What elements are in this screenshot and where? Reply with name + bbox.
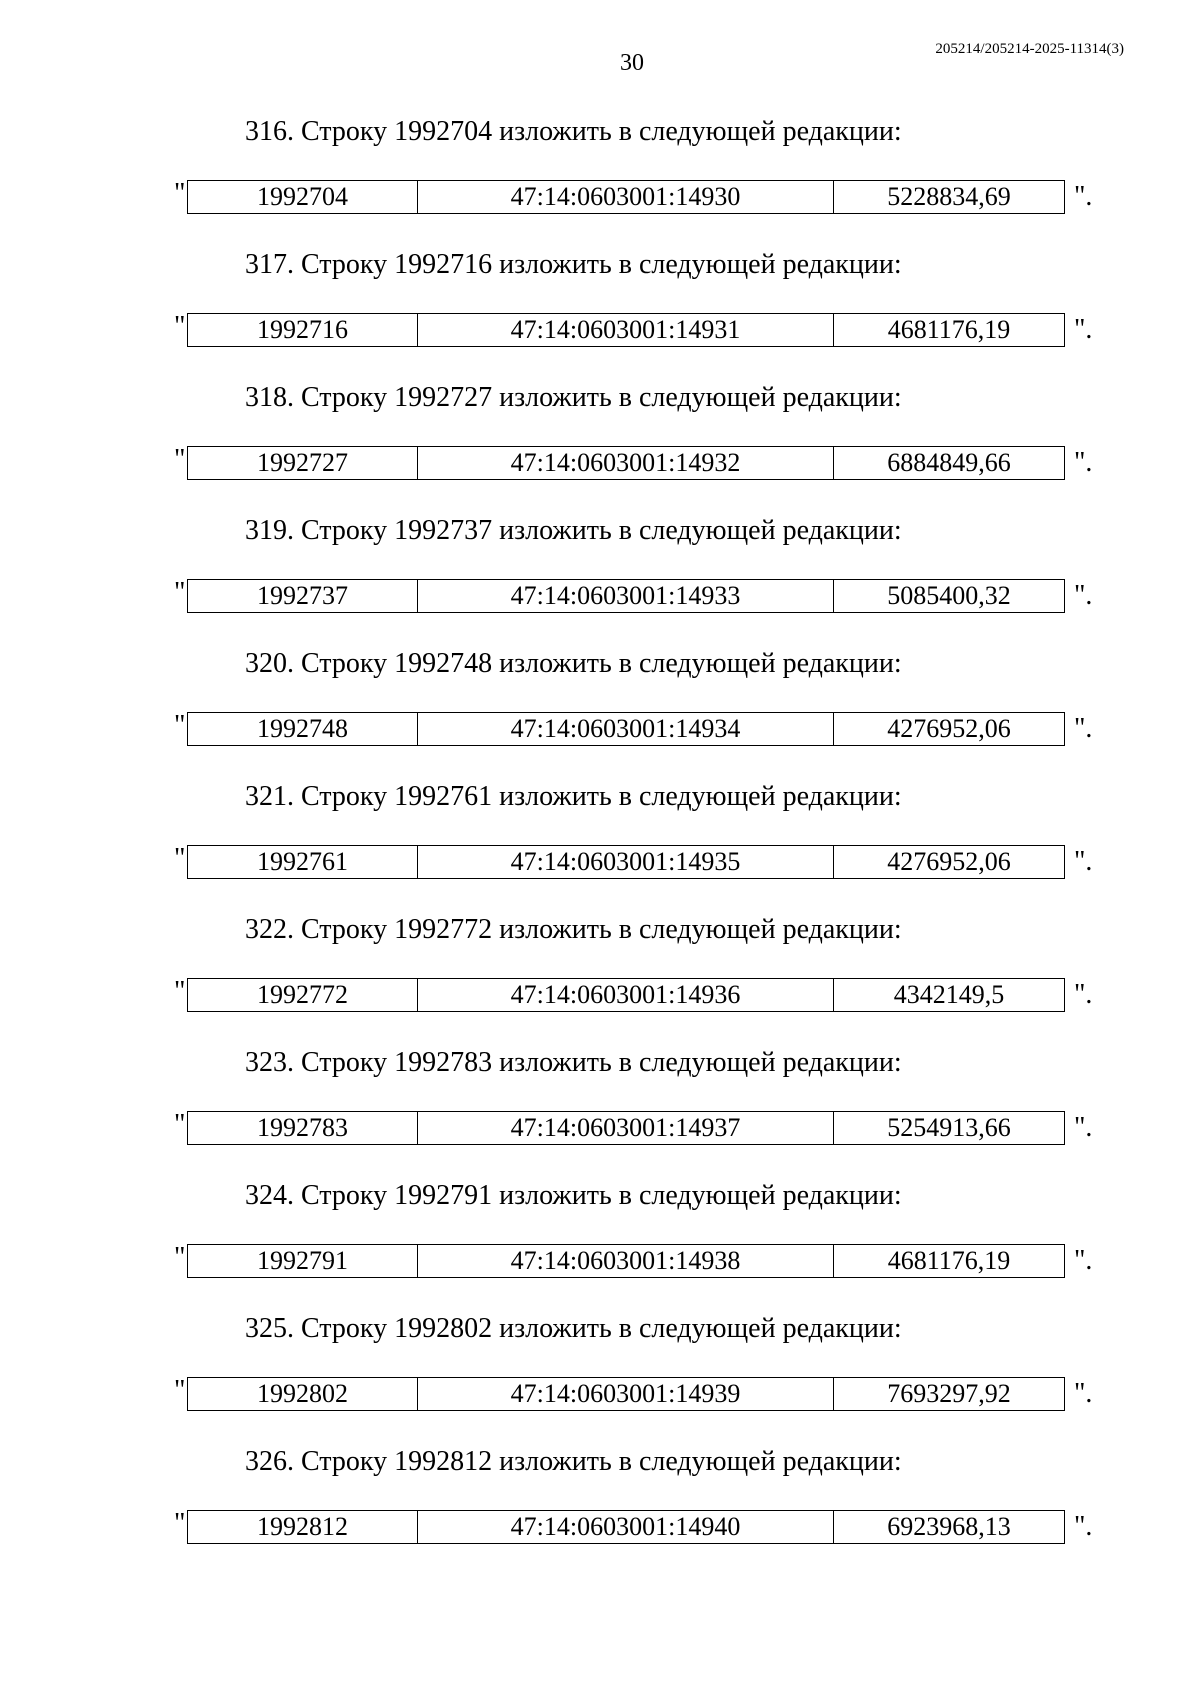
row-table [187,1377,1065,1411]
closing-quote: ". [1074,1511,1093,1542]
opening-quote: " [174,1109,186,1140]
value-cell: 6884849,66 [834,447,1065,480]
opening-quote: " [174,1508,186,1539]
amendment-item [0,245,1200,378]
amendment-heading: 324. Строку 1992791 изложить в следующей редакции: [245,1180,902,1211]
amendment-heading: 320. Строку 1992748 изложить в следующей редакции: [245,648,902,679]
row-number-cell: 1992704 [188,181,418,214]
amendment-item [0,644,1200,777]
row-number-cell: 1992772 [188,979,418,1012]
amendment-item [0,777,1200,910]
amendment-row [0,1377,1200,1411]
amendment-row [0,1244,1200,1278]
amendment-row [0,446,1200,480]
closing-quote: ". [1074,1245,1093,1276]
value-cell: 4342149,5 [834,979,1065,1012]
cadastral-number-cell: 47:14:0603001:14935 [418,846,834,879]
row-table [187,1111,1065,1145]
cadastral-number-cell: 47:14:0603001:14932 [418,447,834,480]
row-table [187,712,1065,746]
amendment-row [0,313,1200,347]
amendment-row [0,978,1200,1012]
value-cell: 4276952,06 [834,846,1065,879]
opening-quote: " [174,444,186,475]
value-cell: 7693297,92 [834,1378,1065,1411]
opening-quote: " [174,843,186,874]
amendment-heading: 325. Строку 1992802 изложить в следующей редакции: [245,1313,902,1344]
row-table [187,180,1065,214]
document-id: 205214/205214-2025-11314(3) [935,41,1124,57]
cadastral-number-cell: 47:14:0603001:14934 [418,713,834,746]
cadastral-number-cell: 47:14:0603001:14937 [418,1112,834,1145]
amendment-row [0,712,1200,746]
amendment-heading: 323. Строку 1992783 изложить в следующей редакции: [245,1047,902,1078]
cadastral-number-cell: 47:14:0603001:14930 [418,181,834,214]
opening-quote: " [174,710,186,741]
amendment-item [0,112,1200,245]
value-cell: 4681176,19 [834,1245,1065,1278]
amendment-row [0,845,1200,879]
amendment-item [0,1442,1200,1575]
amendment-heading: 321. Строку 1992761 изложить в следующей редакции: [245,781,902,812]
amendment-heading: 317. Строку 1992716 изложить в следующей редакции: [245,249,902,280]
closing-quote: ". [1074,580,1093,611]
amendment-row [0,1111,1200,1145]
row-number-cell: 1992783 [188,1112,418,1145]
opening-quote: " [174,577,186,608]
amendment-item [0,1176,1200,1309]
amendment-row [0,579,1200,613]
page-number: 30 [620,50,644,76]
amendment-item [0,511,1200,644]
row-number-cell: 1992748 [188,713,418,746]
amendment-heading: 326. Строку 1992812 изложить в следующей редакции: [245,1446,902,1477]
cadastral-number-cell: 47:14:0603001:14933 [418,580,834,613]
value-cell: 4276952,06 [834,713,1065,746]
closing-quote: ". [1074,713,1093,744]
value-cell: 5228834,69 [834,181,1065,214]
value-cell: 4681176,19 [834,314,1065,347]
row-number-cell: 1992812 [188,1511,418,1544]
row-table [187,1510,1065,1544]
row-number-cell: 1992791 [188,1245,418,1278]
row-number-cell: 1992761 [188,846,418,879]
row-table [187,978,1065,1012]
opening-quote: " [174,1242,186,1273]
row-number-cell: 1992727 [188,447,418,480]
row-table [187,313,1065,347]
value-cell: 5254913,66 [834,1112,1065,1145]
amendment-row [0,1510,1200,1544]
value-cell: 5085400,32 [834,580,1065,613]
row-table [187,446,1065,480]
closing-quote: ". [1074,1378,1093,1409]
amendment-item [0,1309,1200,1442]
amendment-row [0,180,1200,214]
amendment-heading: 316. Строку 1992704 изложить в следующей редакции: [245,116,902,147]
amendment-item [0,378,1200,511]
cadastral-number-cell: 47:14:0603001:14931 [418,314,834,347]
row-table [187,579,1065,613]
opening-quote: " [174,178,186,209]
closing-quote: ". [1074,181,1093,212]
opening-quote: " [174,976,186,1007]
amendment-heading: 322. Строку 1992772 изложить в следующей редакции: [245,914,902,945]
amendment-heading: 319. Строку 1992737 изложить в следующей редакции: [245,515,902,546]
cadastral-number-cell: 47:14:0603001:14936 [418,979,834,1012]
closing-quote: ". [1074,447,1093,478]
closing-quote: ". [1074,314,1093,345]
amendment-item [0,1043,1200,1176]
closing-quote: ". [1074,846,1093,877]
cadastral-number-cell: 47:14:0603001:14938 [418,1245,834,1278]
value-cell: 6923968,13 [834,1511,1065,1544]
row-number-cell: 1992802 [188,1378,418,1411]
cadastral-number-cell: 47:14:0603001:14940 [418,1511,834,1544]
amendments-list [0,112,1200,1575]
row-number-cell: 1992716 [188,314,418,347]
row-table [187,845,1065,879]
opening-quote: " [174,1375,186,1406]
row-number-cell: 1992737 [188,580,418,613]
row-table [187,1244,1065,1278]
opening-quote: " [174,311,186,342]
closing-quote: ". [1074,979,1093,1010]
cadastral-number-cell: 47:14:0603001:14939 [418,1378,834,1411]
closing-quote: ". [1074,1112,1093,1143]
amendment-item [0,910,1200,1043]
amendment-heading: 318. Строку 1992727 изложить в следующей редакции: [245,382,902,413]
